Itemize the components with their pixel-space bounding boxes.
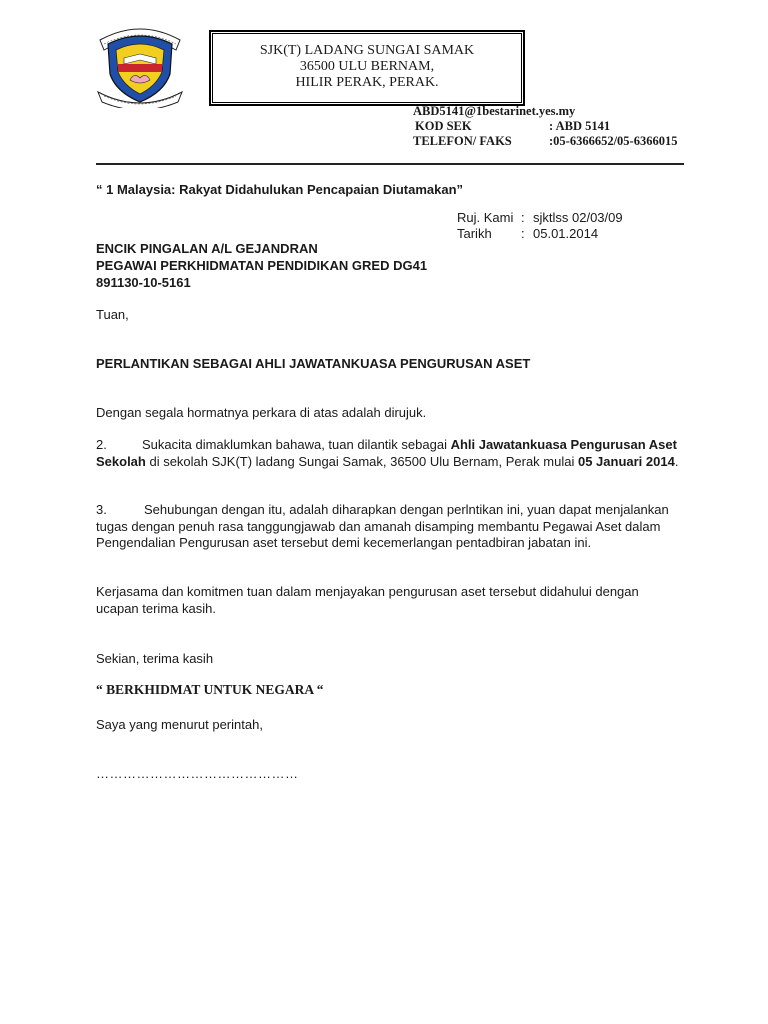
- recipient-name: ENCIK PINGALAN A/L GEJANDRAN: [96, 241, 318, 256]
- ruj-value: sjktlss 02/03/09: [533, 210, 623, 225]
- paragraph-1: Dengan segala hormatnya perkara di atas adalah dirujuk.: [96, 405, 427, 420]
- p3-text: Sehubungan dengan itu, adalah diharapkan dengan perlntikan ini, yuan dapat menjalankan tugas dengan penuh rasa tanggungjawab dan amanah disamping membantu Pegawai Aset dalam Pengendalian Pengurusan aset tersebut demi kecemerlangan pentadbiran jabatan ini.: [96, 502, 669, 550]
- paragraph-2: [96, 437, 684, 470]
- paragraph-4: Kerjasama dan komitmen tuan dalam menjayakan pengurusan aset tersebut didahului dengan ucapan terima kasih.: [96, 584, 639, 616]
- telefon-label: TELEFON/ FAKS: [413, 134, 512, 148]
- school-crest-logo: [94, 22, 186, 108]
- tarikh-label: Tarikh: [457, 226, 492, 241]
- tarikh-sep: :: [521, 226, 525, 241]
- paragraph-3: [96, 502, 684, 552]
- signoff: Saya yang menurut perintah,: [96, 717, 263, 732]
- address-line-2: HILIR PERAK, PERAK.: [295, 75, 439, 90]
- ref-tarikh: [457, 225, 598, 242]
- ruj-label: Ruj. Kami: [457, 210, 514, 225]
- header-divider: [96, 163, 684, 165]
- recipient-ic: 891130-10-5161: [96, 275, 191, 290]
- email-address: ABD5141@1bestarinet.yes.my: [413, 104, 576, 118]
- address-line-1: 36500 ULU BERNAM,: [299, 59, 435, 74]
- slogan: “ BERKHIDMAT UNTUK NEGARA “: [96, 682, 324, 697]
- recipient-position: PEGAWAI PERKHIDMATAN PENDIDIKAN GRED DG41: [96, 258, 428, 273]
- salutation: Tuan,: [96, 307, 129, 322]
- telefon-value: :05-6366652/05-6366015: [549, 134, 678, 148]
- kod-sek-label: KOD SEK: [415, 119, 472, 133]
- p2-bold-committee: Ahli Jawatankuasa Pengurusan Aset Sekolah: [96, 437, 677, 469]
- school-address-box: [210, 31, 524, 105]
- motto: “ 1 Malaysia: Rakyat Didahulukan Pencapaian Diutamakan”: [96, 182, 464, 197]
- signature-line: ………………………………………: [96, 766, 299, 781]
- p2-text-c: .: [674, 453, 679, 469]
- p3-number: 3.: [96, 502, 107, 517]
- ruj-sep: :: [521, 210, 525, 225]
- p2-number: 2.: [96, 437, 107, 452]
- school-name: SJK(T) LADANG SUNGAI SAMAK: [259, 43, 475, 58]
- tarikh-value: 05.01.2014: [533, 226, 599, 241]
- kod-sek-value: : ABD 5141: [549, 119, 611, 133]
- p2-bold-date: 05 Januari 2014: [577, 453, 675, 469]
- ref-ruj: [457, 209, 623, 226]
- closing-text: Sekian, terima kasih: [96, 651, 214, 666]
- p2-text-b: di sekolah SJK(T) ladang Sungai Samak, 36500 Ulu Bernam, Perak mulai: [145, 453, 578, 469]
- subject-line: PERLANTIKAN SEBAGAI AHLI JAWATANKUASA PENGURUSAN ASET: [96, 356, 531, 371]
- p2-text-a: Sukacita dimaklumkan bahawa, tuan dilantik sebagai: [142, 437, 451, 452]
